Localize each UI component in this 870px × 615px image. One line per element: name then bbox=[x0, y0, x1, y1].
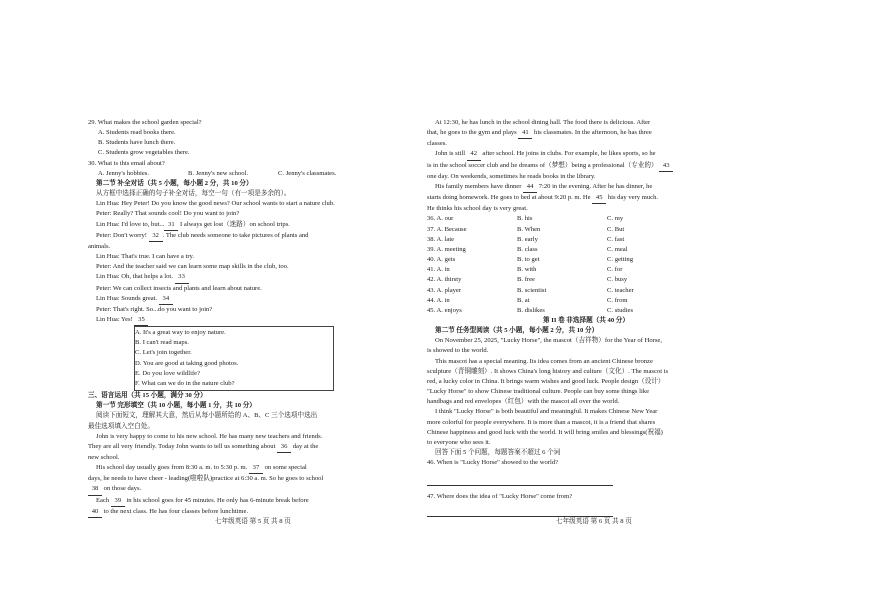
choice-option: 40. A. gets bbox=[427, 256, 456, 264]
box-option: E. Do you love wildlife? bbox=[135, 369, 201, 377]
part3-title: 三、语言运用（共 15 小题，满分 30 分） bbox=[88, 392, 207, 400]
question-line: 30. What is this email about? bbox=[88, 159, 165, 167]
question-line: 29. What makes the school garden special? bbox=[88, 119, 202, 126]
right-page bbox=[427, 118, 745, 517]
choice-option: 36. A. our bbox=[427, 215, 454, 223]
answer-blank: 34 bbox=[159, 294, 173, 305]
choice-option: 45. A. enjoys bbox=[427, 306, 462, 314]
choice-option: 44. A. in bbox=[427, 296, 450, 304]
choice-option: 39. A. meeting bbox=[427, 245, 466, 253]
part3-section1-title: 第一节 完形填空（共 10 小题，每小题 1 分，共 10 分） bbox=[96, 402, 256, 410]
choice-option: B. with bbox=[517, 266, 537, 274]
dialog-wrap-line: animals. bbox=[88, 242, 111, 250]
answer-blank: 39 bbox=[111, 496, 125, 507]
dialog-line-text: Peter: Don't worry! bbox=[96, 231, 149, 239]
answer-blank: 41 bbox=[518, 128, 532, 139]
passage-line bbox=[88, 442, 408, 453]
passage-line bbox=[427, 139, 745, 149]
passage-line-text: He thinks his school day is very great. bbox=[427, 205, 528, 213]
answer-blank: 40 bbox=[88, 507, 102, 518]
right-footer: 七年级英语 第 6 页 共 8 页 bbox=[556, 518, 632, 525]
choice-row bbox=[427, 286, 745, 296]
dialog-line bbox=[88, 284, 408, 294]
passage-line-text: on those days. bbox=[102, 485, 142, 493]
reading-line: On November 25, 2025, "Lucky Horse", the mascot（吉祥物）for the Year of Horse, bbox=[435, 337, 662, 345]
dialog-line-text: Peter: Really? That sounds cool! Do you want to join? bbox=[96, 210, 240, 218]
reading-line: sculpture（青铜雕刻）. It shows China's long history and culture（文化）. The mascot is bbox=[427, 367, 669, 375]
box-option: F. What can we do in the nature club? bbox=[135, 379, 235, 387]
reading-line: more colorful for people everywhere. It is more than a mascot, it is a friend that shares bbox=[427, 418, 656, 426]
choice-option: C. teacher bbox=[607, 286, 634, 294]
passage-line bbox=[88, 484, 408, 495]
box-option: C. Let's join together. bbox=[135, 349, 192, 357]
passage-line-text: John is still bbox=[435, 150, 467, 158]
passage-line bbox=[88, 474, 408, 484]
dialog-line bbox=[88, 231, 408, 242]
dialog-line bbox=[88, 252, 408, 262]
passage-line bbox=[427, 182, 745, 193]
passage-line-text: classes. bbox=[427, 140, 447, 148]
reading-line: "Lucky Horse" to show Chinese traditional culture. People can buy some things like bbox=[427, 388, 650, 396]
answer-blank: 33 bbox=[175, 272, 189, 283]
choice-option: C. from bbox=[607, 296, 628, 304]
reading-line: is showed to the world. bbox=[427, 347, 489, 355]
dialog-line-text: Peter: We can collect insects and plants and learn about nature. bbox=[96, 284, 262, 292]
box-option: A. It's a great way to enjoy nature. bbox=[135, 329, 226, 337]
choice-option: B. to get bbox=[517, 256, 540, 264]
dialog-line-text: . The club needs someone to take pictures of plants and bbox=[162, 231, 309, 239]
choice-option: C. But bbox=[607, 225, 625, 233]
options-box bbox=[134, 326, 334, 391]
choice-option: C. busy bbox=[607, 276, 628, 284]
answer-blank: 43 bbox=[659, 161, 673, 172]
passage-line bbox=[427, 172, 745, 182]
choice-option: 42. A. thirsty bbox=[427, 276, 462, 284]
passage-line bbox=[427, 128, 745, 139]
choice-option: 37. A. Because bbox=[427, 225, 467, 233]
answer-blank: 44 bbox=[523, 182, 537, 193]
dialog-line-text: Lin Hua: Sounds great. bbox=[96, 294, 159, 302]
passage-line bbox=[427, 193, 745, 204]
answer-blank: 31 bbox=[164, 220, 178, 231]
dialog-line-text: Lin Hua: I'd love to, but... bbox=[96, 220, 165, 228]
passage-line bbox=[427, 161, 745, 172]
answer-blank: 32 bbox=[149, 231, 163, 242]
question-46: 46. When is "Lucky Horse" showed to the world? bbox=[427, 459, 559, 467]
choice-option: C. fast bbox=[607, 235, 625, 243]
choice-option: 41. A. in bbox=[427, 266, 450, 274]
passage-line-text: His school day usually goes from 8:30 a. m. to 5:30 p. m. bbox=[96, 464, 249, 472]
answer-instructions: 回答下面 5 个问题，每题答案不超过 6 个词 bbox=[435, 449, 561, 456]
passage-line bbox=[88, 496, 408, 507]
passage-line-text: days, he needs to have cheer - leading(啦啦队)practice at 6:30 a. m. So he goes to school bbox=[88, 475, 324, 483]
passage-line-text: 7:20 in the evening. After he has dinner, he bbox=[537, 182, 653, 190]
choice-option: C. my bbox=[607, 215, 624, 223]
passage-line-text: his day very much. bbox=[606, 194, 659, 202]
passage-line bbox=[88, 463, 408, 474]
choice-row bbox=[427, 265, 745, 275]
q30-option-c: C. Jenny's classmates. bbox=[278, 169, 337, 177]
passage-line-text: to the next class. He has four classes before lunchtime. bbox=[102, 507, 249, 515]
dialog-line bbox=[88, 220, 408, 231]
choice-row bbox=[427, 306, 745, 316]
passage-line-text: in his school goes for 45 minutes. He only has 6-minute break before bbox=[124, 496, 309, 504]
reading-line: handbags and red envelopes（红包）with the mascot all over the world. bbox=[427, 398, 620, 406]
dialog-line-text: I always get lost（迷路）on school trips. bbox=[178, 220, 290, 228]
choice-option: B. early bbox=[517, 235, 538, 243]
dialog-line bbox=[88, 262, 408, 272]
passage-line-text: one day. On weekends, sometimes he reads books in the library. bbox=[427, 172, 596, 180]
choice-option: B. at bbox=[517, 296, 530, 304]
dialog-line bbox=[88, 315, 408, 326]
part3-instructions-cont: 最佳选项填入空白处。 bbox=[88, 422, 154, 430]
choice-option: 38. A. late bbox=[427, 235, 455, 243]
passage-line-text: his classmates. In the afternoon, he has three bbox=[532, 129, 652, 137]
passage-line-text: starts doing homework. He goes to bed at about 9:20 p. m. He bbox=[427, 194, 593, 202]
q30-option-a: A. Jenny's hobbies. bbox=[98, 169, 150, 177]
choice-option: C. studies bbox=[607, 306, 634, 314]
answer-blank: 45 bbox=[592, 193, 606, 204]
choice-option: B. his bbox=[517, 215, 533, 223]
passage-line-text: day at the bbox=[291, 442, 319, 450]
passage-line-text: They are all very friendly. Today John wants to tell us something about bbox=[88, 442, 278, 450]
choice-row bbox=[427, 235, 745, 245]
passage-line-text: after school. He joins in clubs. For example, he likes sports, so he bbox=[480, 150, 656, 158]
choice-option: C. for bbox=[607, 266, 623, 274]
question-47: 47. Where does the idea of "Lucky Horse" come from? bbox=[427, 493, 573, 501]
passage-line-text: on some special bbox=[262, 464, 307, 472]
choice-option: B. class bbox=[517, 245, 538, 253]
dialog-line-text: Lin Hua: Yes! bbox=[96, 315, 135, 323]
choice-option: C. getting bbox=[607, 256, 634, 264]
choice-option: B. free bbox=[517, 276, 535, 284]
dialog-line-text: Lin Hua: Hey Peter! Do you know the good news? Our school wants to start a nature club. bbox=[96, 200, 335, 208]
dialog-line-text: Lin Hua: Oh, that helps a lot. bbox=[96, 273, 175, 281]
passage-line-text: is in the school soccer club and he dreams of（梦想）being a professional（专业的） bbox=[427, 161, 660, 169]
question-line: A. Students read books there. bbox=[98, 129, 176, 137]
left-page bbox=[88, 118, 408, 518]
choice-row bbox=[427, 296, 745, 306]
section2-title: 第二节 补全对话（共 5 小题，每小题 2 分，共 10 分） bbox=[96, 179, 253, 187]
cloze-choices bbox=[427, 214, 745, 316]
task-reading-title: 第二节 任务型阅读（共 5 小题，每小题 2 分，共 10 分） bbox=[435, 327, 599, 335]
choice-option: 43. A. player bbox=[427, 286, 462, 294]
box-option: D. You are good at taking good photos. bbox=[135, 359, 239, 367]
dialog-line-text: Peter: And the teacher said we can learn some map skills in the club, too. bbox=[96, 263, 289, 271]
answer-line-46[interactable] bbox=[427, 476, 613, 486]
passage-line bbox=[88, 432, 408, 442]
answer-blank: 38 bbox=[88, 484, 102, 495]
dialog-line bbox=[88, 199, 408, 209]
question-line: C. Students grow vegetables there. bbox=[98, 149, 190, 157]
passage-line-text: At 12:30, he has lunch in the school dining hall. The food there is delicious. After bbox=[435, 119, 651, 126]
dialog-line-text: Peter: That's right. So...do you want to join? bbox=[96, 305, 213, 313]
choice-row bbox=[427, 245, 745, 255]
choice-option: C. meal bbox=[607, 245, 628, 253]
passage-line bbox=[88, 453, 408, 463]
choice-row bbox=[427, 255, 745, 265]
passage-line bbox=[427, 149, 745, 160]
dialog-line bbox=[88, 209, 408, 219]
passage-line bbox=[427, 204, 745, 214]
choice-option: B. When bbox=[517, 225, 541, 233]
choice-row bbox=[427, 275, 745, 285]
answer-blank: 37 bbox=[249, 463, 263, 474]
dialog-line-text: Lin Hua: That's true. I can have a try. bbox=[96, 253, 195, 261]
left-footer: 七年级英语 第 5 页 共 8 页 bbox=[215, 518, 291, 525]
reading-line: This mascot has a special meaning. Its idea comes from an ancient Chinese bronze bbox=[435, 357, 653, 365]
passage-line-text: His family members have dinner bbox=[435, 182, 524, 190]
reading-line: I think "Lucky Horse" is both beautiful and meaningful. It makes Chinese New Year bbox=[435, 408, 658, 416]
answer-blank: 36 bbox=[277, 442, 291, 453]
passage-line bbox=[427, 118, 745, 128]
passage-line-text: new school. bbox=[88, 454, 120, 461]
passage-line-text: John is very happy to come to his new school. He has many new teachers and friends. bbox=[96, 432, 323, 440]
choice-row bbox=[427, 225, 745, 235]
dialog-line bbox=[88, 272, 408, 283]
answer-blank: 35 bbox=[134, 315, 148, 326]
question-line: B. Students have lunch there. bbox=[98, 139, 176, 147]
answer-blank: 42 bbox=[467, 149, 481, 160]
volume2-title: 第 II 卷 非选择题（共 40 分） bbox=[543, 316, 629, 324]
section2-instructions: 从方框中选择正确的句子补全对话，每空一句（有一项是多余的）。 bbox=[96, 190, 291, 198]
reading-line: to everyone who sees it. bbox=[427, 438, 491, 446]
dialog-line bbox=[88, 305, 408, 315]
passage-line-text: that, he goes to the gym and plays bbox=[427, 129, 519, 137]
q30-options bbox=[88, 169, 408, 179]
reading-line: red, a lucky color in China. It brings warm wishes and good luck. People design（设计） bbox=[427, 377, 665, 385]
choice-option: B. scientist bbox=[517, 286, 547, 294]
choice-option: B. dislikes bbox=[517, 306, 545, 314]
dialog-line bbox=[88, 294, 408, 305]
q30-option-b: B. Jenny's new school. bbox=[188, 169, 248, 177]
box-option: B. I can't read maps. bbox=[135, 339, 189, 347]
choice-row bbox=[427, 214, 745, 224]
passage-line-text: Each bbox=[96, 496, 111, 504]
part3-instructions: 阅读下面短文，理解其大意，然后从每小题所给的 A、B、C 三个选项中选出 bbox=[96, 412, 318, 420]
reading-line: Chinese happiness and good luck with the world. It will bring smiles and blessings(祝福) bbox=[427, 428, 663, 436]
